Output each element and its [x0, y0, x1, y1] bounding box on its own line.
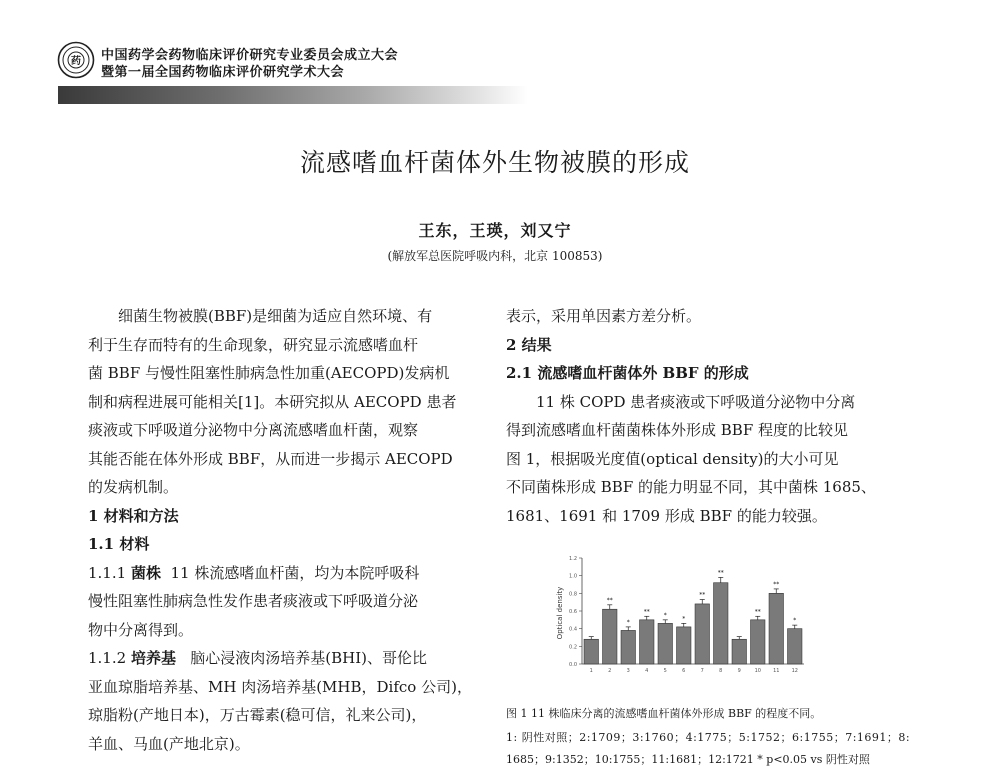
paper-title: 流感嗜血杆菌体外生物被膜的形成: [299, 148, 690, 177]
chart-x-tick-label: 6: [682, 668, 686, 674]
results-line: 图 1，根据吸光度值(optical density)的大小可见: [506, 449, 839, 468]
conference-logo-icon: [57, 41, 95, 79]
chart-y-tick-label: 0.0: [569, 662, 577, 668]
chart-bar: [714, 583, 728, 664]
results-line: 11 株 COPD 患者痰液或下呼吸道分泌物中分离: [536, 392, 856, 411]
conference-title-line1: 中国药学会药物临床评价研究专业委员会成立大会: [101, 48, 399, 63]
chart-bar: [621, 630, 635, 664]
chart-y-tick-label: 1.2: [569, 556, 577, 562]
chart-significance-label: **: [754, 608, 761, 616]
section-number: 1.1.1: [88, 563, 127, 582]
chart-x-tick-label: 10: [754, 668, 761, 674]
chart-significance-label: **: [773, 580, 780, 588]
chart-y-tick-label: 0.6: [569, 609, 577, 615]
subsection-title-strains: 菌株: [130, 563, 161, 582]
chart-x-tick-label: 11: [773, 668, 780, 674]
intro-line: 痰液或下呼吸道分泌物中分离流感嗜血杆菌，观察: [88, 421, 419, 439]
chart-x-tick-label: 1: [589, 668, 593, 674]
left-column: [88, 302, 488, 758]
conference-title-line2: 暨第一届全国药物临床评价研究学术大会: [101, 65, 345, 80]
subsection-heading-bbf: 2.1 流感嗜血杆菌体外 BBF 的形成: [506, 364, 749, 382]
strains-line: 慢性阻塞性肺病急性发作患者痰液或下呼吸道分泌: [88, 592, 419, 610]
chart-bar: [677, 627, 691, 664]
chart-y-tick-label: 1.0: [569, 573, 577, 580]
section-heading-methods: 1 材料和方法: [88, 506, 179, 525]
strains-first-line: [88, 559, 488, 588]
chart-bar: [788, 629, 802, 664]
chart-significance-label: *: [682, 615, 686, 623]
chart-bar: [658, 623, 672, 664]
intro-line: 其能否能在体外形成 BBF，从而进一步揭示 AECOPD: [88, 449, 453, 468]
media-line: 琼脂粉(产地日本)，万古霉素(稳可信，礼来公司)，: [88, 706, 427, 724]
chart-bar: [695, 604, 709, 664]
chart-x-tick-label: 2: [608, 668, 612, 674]
chart-significance-label: **: [643, 608, 650, 616]
figure-caption: 图 1 11 株临床分离的流感嗜血杆菌体外形成 BBF 的程度不同。: [506, 707, 822, 720]
chart-significance-label: *: [663, 611, 667, 619]
figure-legend: 1: 阴性对照；2:1709；3:1760；4:1775；5:1752；6:1755；7:1691；8:: [506, 731, 911, 744]
media-first-line: [88, 644, 488, 673]
chart-bar: [640, 620, 654, 664]
logo-text: 药: [71, 56, 81, 67]
strains-line: 物中分离得到。: [88, 620, 194, 639]
chart-significance-label: *: [793, 617, 797, 625]
results-line: 1681、1691 和 1709 形成 BBF 的能力较强。: [506, 506, 827, 525]
chart-significance-label: **: [606, 596, 613, 604]
chart-y-tick-label: 0.2: [569, 644, 577, 651]
chart-x-tick-label: 8: [719, 668, 723, 674]
chart-x-tick-label: 5: [663, 668, 667, 674]
chart-x-tick-label: 9: [737, 668, 741, 674]
intro-line: 利于生存而特有的生命现象，研究显示流感嗜血杆: [88, 335, 419, 354]
section-heading-results: 2 结果: [506, 335, 552, 354]
chart-significance-label: **: [699, 591, 706, 599]
intro-line: 的发病机制。: [88, 478, 179, 496]
chart-x-tick-label: 7: [700, 668, 704, 674]
affiliation: (解放军总医院呼吸内科，北京 100853): [387, 249, 603, 263]
bbf-bar-chart: [552, 548, 812, 678]
stats-line: 表示，采用单因素方差分析。: [506, 307, 702, 325]
intro-line: 制和病程进展可能相关[1]。本研究拟从 AECOPD 患者: [88, 392, 457, 411]
chart-bar: [603, 609, 617, 664]
right-column: [506, 302, 906, 530]
chart-x-tick-label: 4: [645, 668, 649, 674]
media-line: 亚血琼脂培养基、MH 肉汤培养基(MHB，Difco 公司)，: [88, 677, 472, 696]
section-number: 1.1.2: [88, 649, 127, 667]
chart-bar: [732, 639, 746, 664]
authors: 王东，王瑛，刘又宁: [418, 221, 572, 240]
subsection-heading-materials: 1.1 材料: [88, 535, 150, 553]
media-line: 羊血、马血(产地北京)。: [88, 734, 250, 753]
chart-bar: [751, 620, 765, 664]
chart-y-tick-label: 0.4: [569, 626, 577, 633]
chart-x-tick-label: 3: [626, 668, 630, 674]
chart-bar: [769, 593, 783, 664]
chart-y-axis-label: Optical density: [556, 586, 564, 640]
media-text: 脑心浸液肉汤培养基(BHI)、哥伦比: [190, 649, 428, 667]
chart-bar: [584, 639, 598, 664]
chart-y-tick-label: 0.8: [569, 591, 577, 598]
header-gradient-band: [58, 86, 528, 104]
strains-text: 11 株流感嗜血杆菌，均为本院呼吸科: [170, 563, 420, 582]
results-line: 得到流感嗜血杆菌菌株体外形成 BBF 程度的比较见: [506, 421, 848, 439]
chart-x-tick-label: 12: [791, 668, 798, 674]
results-line: 不同菌株形成 BBF 的能力明显不同，其中菌株 1685、: [506, 478, 876, 496]
subsection-title-media: 培养基: [130, 649, 176, 667]
figure-legend-cut: 1685；9:1352；10:1755；11:1681；12:1721 * p<0.05 vs 阴性对照: [506, 753, 870, 766]
chart-significance-label: **: [717, 569, 724, 577]
chart-significance-label: *: [626, 618, 630, 626]
intro-line: 菌 BBF 与慢性阻塞性肺病急性加重(AECOPD)发病机: [88, 364, 450, 382]
intro-line: 细菌生物被膜(BBF)是细菌为适应自然环境、有: [118, 307, 433, 325]
